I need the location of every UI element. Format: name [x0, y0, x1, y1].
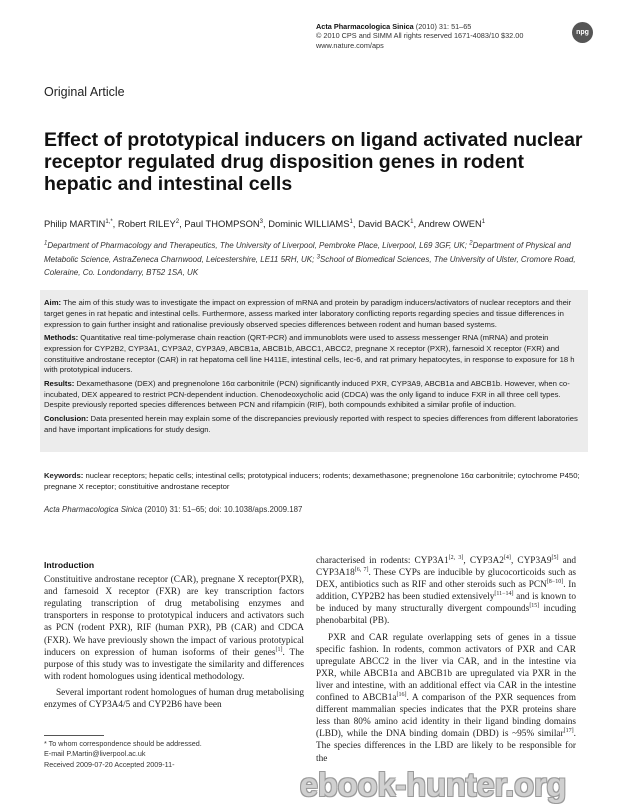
- abstract-aim-text: The aim of this study was to investigate the impact on expression of mRNA and protein by paradigm inducers/activators of nuclear receptors and their target genes in rat hepatic and intestinal cells. Furthermore, assess marked inter laboratory conflicting reports regarding species and tissue differences in expression to gain further insight and rationalise previously observed species differences between rodent and human based systems.: [44, 298, 572, 329]
- affiliation-1: Department of Pharmacology and Therapeutics, The University of Liverpool, Pembroke Place, Liverpool, L69 3GF, UK;: [47, 241, 470, 250]
- abstract-results: [44, 379, 584, 411]
- author-sup: 1,*: [105, 218, 113, 225]
- author-name: Philip MARTIN: [44, 218, 106, 229]
- corresponding-email[interactable]: E-mail P.Martin@liverpool.ac.uk: [44, 749, 146, 759]
- abstract-conclusion-label: Conclusion:: [44, 413, 89, 423]
- reference-sup[interactable]: [17]: [563, 728, 574, 735]
- paragraph-text: and is known to be induced by many structurally divergent compounds: [316, 592, 576, 615]
- abstract-results-label: Results:: [44, 378, 75, 388]
- journal-header: [316, 22, 566, 50]
- affiliation-2: Department of Physical and Metabolic Science, AstraZeneca Charnwood, Leicestershire, LE11 5RH, UK;: [44, 241, 571, 264]
- journal-url[interactable]: www.nature.com/aps: [316, 40, 384, 50]
- reference-sup[interactable]: [4]: [503, 554, 511, 561]
- keywords: [44, 471, 584, 493]
- npg-logo-icon: npg: [572, 22, 593, 43]
- paragraph-text: . The purpose of this study was to investigate the similarity and differences with rodent homologues using identical methodology.: [44, 647, 305, 682]
- author-sup: 1: [410, 218, 414, 225]
- copyright-line: © 2010 CPS and SIMM All rights reserved 1671-4083/10 $32.00: [316, 31, 524, 41]
- paragraph: [316, 555, 576, 628]
- reference-sup[interactable]: [5]: [551, 554, 559, 561]
- paragraph: [44, 574, 304, 683]
- affiliation-sup: 1: [44, 240, 48, 247]
- author-name: David BACK: [358, 218, 411, 229]
- reference-sup[interactable]: [11−14]: [494, 591, 514, 598]
- paragraph-text: . These CYPs are inducible by glucocorticoids such as DEX, antibiotics such as RIF and other steroids such as PCN: [316, 568, 577, 591]
- watermark: ebook-hunter.org: [299, 766, 567, 803]
- author-name: Robert RILEY: [117, 218, 176, 229]
- section-heading-introduction: Introduction: [44, 560, 95, 570]
- abstract-conclusion: [44, 414, 584, 436]
- journal-issue: (2010) 31: 51–65: [413, 22, 472, 31]
- abstract-results-text: Dexamethasone (DEX) and pregnenolone 16α carbonitrile (PCN) significantly induced PXR, CYP3A9, ABCB1a and ABCB1b. However, when co-incubated, DEX appeared to restrict PCN-dependent induction. Chenodeoxycholic acid (CDCA) was the only ligand to induce FXR in all three cell types. Despite previously reported species differences between PCN and rifampicin (RIF), both compounds exhibited a similar profile of induction.: [44, 378, 570, 410]
- article-title: Effect of prototypical inducers on ligand activated nuclear receptor regulated drug disposition genes in rodent hepatic and intestinal cells: [44, 129, 583, 195]
- abstract-aim: [44, 298, 584, 330]
- citation: [44, 505, 302, 514]
- corresponding-note: * To whom correspondence should be addressed.: [44, 739, 202, 748]
- reference-sup[interactable]: [8−10]: [546, 579, 564, 586]
- paragraph-text: . The species differences in the LBD are likely to be responsible for the: [316, 729, 576, 764]
- journal-name: Acta Pharmacologica Sinica: [316, 22, 414, 31]
- citation-journal: Acta Pharmacologica Sinica: [44, 505, 143, 514]
- body-column-right: [316, 555, 576, 769]
- paragraph: [316, 632, 576, 765]
- abstract-conclusion-text: Data presented herein may explain some of the discrepancies previously reported with respect to species differences from different laboratories and have important implications for study design.: [44, 413, 578, 434]
- paragraph-text: PXR and CAR regulate overlapping sets of genes in a tissue specific fashion. In rodents, common activators of PXR and CAR upregulate ABCC2 in the liver via CAR, and in the intestine via PXR, while ABCB1a and ABCB1b are upregulated via PXR in the liver and intestine, with an additional effect via CAR in the intestine confined to ABCB1a: [316, 632, 576, 704]
- paragraph-text: . In addition, CYP2B2 has been studied extensively: [316, 580, 576, 603]
- abstract-methods-text: Quantitative real time-polymerase chain reaction (QRT-PCR) and immunoblots were used to assess messenger RNA (mRNA) and protein expression for CYP2B2, CYP3A1, CYP3A2, CYP3A9, ABCB1a, ABCB1b, ABCC1, ABCC2, pregnane X receptor (PXR), farnesoid X receptor (FXR) and constituitive androstane receptor (CAR) in rat hepatoma cell line H411E, intestinal cells, Iec-6, and rat primary hepatocytes, in response to exposure for 18 h with prototypical inducers.: [44, 332, 575, 375]
- keywords-label: Keywords:: [44, 471, 84, 480]
- author-name: Paul THOMPSON: [184, 218, 260, 229]
- paragraph-text: , CYP3A2: [463, 556, 504, 566]
- citation-doi[interactable]: (2010) 31: 51–65; doi: 10.1038/aps.2009.187: [142, 505, 303, 514]
- abstract: [44, 298, 584, 438]
- affiliation-3: School of Biomedical Sciences, The University of Ulster, Cromore Road, Coleraine, Co. Londondarry, BT52 1SA, UK: [44, 254, 576, 277]
- author-sup: 1: [349, 218, 353, 225]
- paragraph-text: Constituitive androstane receptor (CAR), pregnane X receptor(PXR), and farnesoid X receptor (FXR) are key transcription factors regulating transcription of drug metabolising enzymes and transporters in response to prototypical inducers and activators such as PCN (rodent PXR), RIF (human PXR), PB (CAR) and CDCA (FXR). We have previously shown the impact of various prototypical inducers on expression of human isoforms of their genes: [44, 575, 304, 658]
- abstract-aim-label: Aim:: [44, 298, 62, 307]
- paragraph-text: . A comparison of the PXR sequences from different mammalian species indicates that the PXR proteins share less than 80% amino acid identity in their ligand binding domains (LBD), while the DNA binding domain (DBD) is ~95% similar: [316, 693, 577, 740]
- article-type: Original Article: [44, 85, 125, 99]
- paragraph-text: characterised in rodents: CYP3A1: [316, 556, 449, 566]
- footnote-divider: [44, 735, 104, 736]
- affiliation-sup: 2: [469, 240, 473, 247]
- affiliation-sup: 3: [316, 253, 320, 260]
- author-sup: 1: [481, 218, 486, 225]
- author-sup: 3: [259, 218, 263, 225]
- affiliations: [44, 239, 584, 280]
- body-column-left: [44, 555, 304, 715]
- author-name: Andrew OWEN: [418, 218, 482, 229]
- paragraph-text: and CYP3A18: [316, 556, 576, 579]
- paragraph-text: incuding phenobarbital (PB).: [316, 604, 577, 627]
- received-date: Received 2009-07-20 Accepted 2009-11-: [44, 759, 175, 769]
- reference-sup[interactable]: [1]: [275, 646, 283, 653]
- keywords-text: nuclear receptors; hepatic cells; intestinal cells; prototypical inducers; rodents; dexamethasone; pregnenolone 16α carbonitrile; cytochrome P450; pregnane X receptor; constituitive androstane receptor: [44, 471, 580, 491]
- abstract-methods-label: Methods:: [44, 332, 79, 342]
- reference-sup[interactable]: [6, 7]: [354, 567, 369, 573]
- paragraph-text: , CYP3A9: [510, 556, 552, 566]
- reference-sup[interactable]: [16]: [396, 691, 407, 698]
- abstract-methods: [44, 333, 584, 376]
- author-list: Philip $MARTIN^{1,*}$, Robert RILEY$^2$, Paul THOMPSON$^3$, Dominic WILLIAMS$^1$, David BACK$^1$, Andrew OWEN$^1$: [44, 218, 486, 229]
- paragraph: Several important rodent homologues of human drug metabolising enzymes of CYP3A4/5 and CYP2B6 have been: [44, 687, 304, 711]
- reference-sup[interactable]: [2, 3]: [448, 554, 464, 561]
- author-sup: 2: [175, 218, 180, 225]
- author-name: Dominic WILLIAMS: [268, 218, 350, 229]
- reference-sup[interactable]: [15]: [529, 603, 540, 610]
